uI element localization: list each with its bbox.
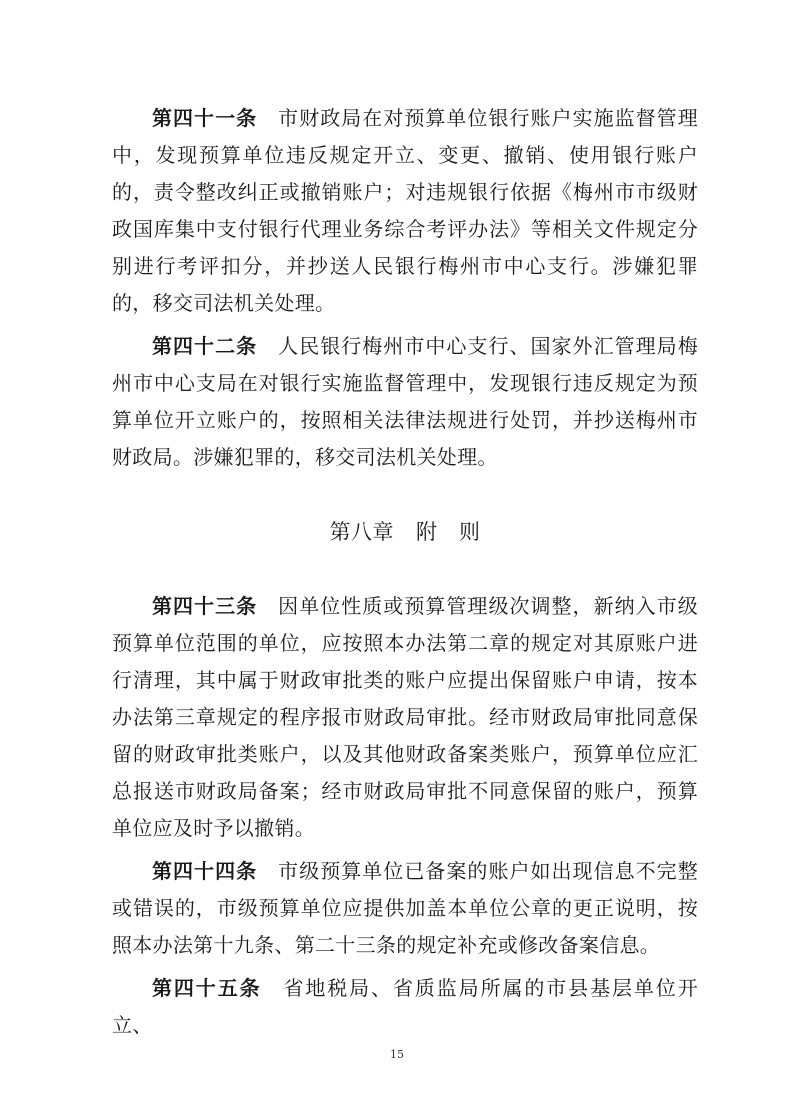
- article-42: [112, 328, 698, 476]
- document-body: [112, 100, 698, 1050]
- article-44-heading: 第四十四条: [152, 859, 258, 883]
- page-number: 15: [390, 1048, 404, 1061]
- chapter-number: 第八章: [329, 520, 394, 544]
- article-45-text: 省地税局、省质监局所属的市县基层单位开立、: [112, 976, 699, 1037]
- article-41-heading: 第四十一条: [152, 106, 258, 130]
- article-45: [112, 970, 698, 1044]
- article-42-heading: 第四十二条: [152, 334, 258, 358]
- article-43: [112, 588, 698, 847]
- article-41: [112, 100, 698, 322]
- article-41-text: 市财政局在对预算单位银行账户实施监督管理中，发现预算单位违反规定开立、变更、撤销、使用银行账户的，责令整改纠正或撤销账户；对违规银行依据《梅州市市级财政国库集中支付银行代理业务综合考评办法》等相关文件规定分别进行考评扣分，并抄送人民银行梅州市中心支行。涉嫌犯罪的，移交司法机关处理。: [112, 106, 698, 315]
- article-44-text: 市级预算单位已备案的账户如出现信息不完整或错误的，市级预算单位应提供加盖本单位公章的更正说明，按照本办法第十九条、第二十三条的规定补充或修改备案信息。: [112, 859, 698, 957]
- chapter-title: 附 则: [416, 520, 481, 544]
- article-45-heading: 第四十五条: [152, 976, 262, 1000]
- article-43-text: 因单位性质或预算管理级次调整，新纳入市级预算单位范围的单位，应按照本办法第二章的规定对其原账户进行清理，其中属于财政审批类的账户应提出保留账户申请，按本办法第三章规定的程序报市财政局审批。经市财政局审批同意保留的财政审批类账户，以及其他财政备案类账户，预算单位应汇总报送市财政局备案；经市财政局审批不同意保留的账户，预算单位应及时予以撤销。: [112, 594, 698, 840]
- article-42-text: 人民银行梅州市中心支行、国家外汇管理局梅州市中心支局在对银行实施监督管理中，发现银行违反规定为预算单位开立账户的，按照相关法律法规进行处罚，并抄送梅州市财政局。涉嫌犯罪的，移交司法机关处理。: [112, 334, 698, 469]
- article-44: [112, 853, 698, 964]
- chapter-heading: [112, 516, 698, 546]
- article-43-heading: 第四十三条: [152, 594, 258, 618]
